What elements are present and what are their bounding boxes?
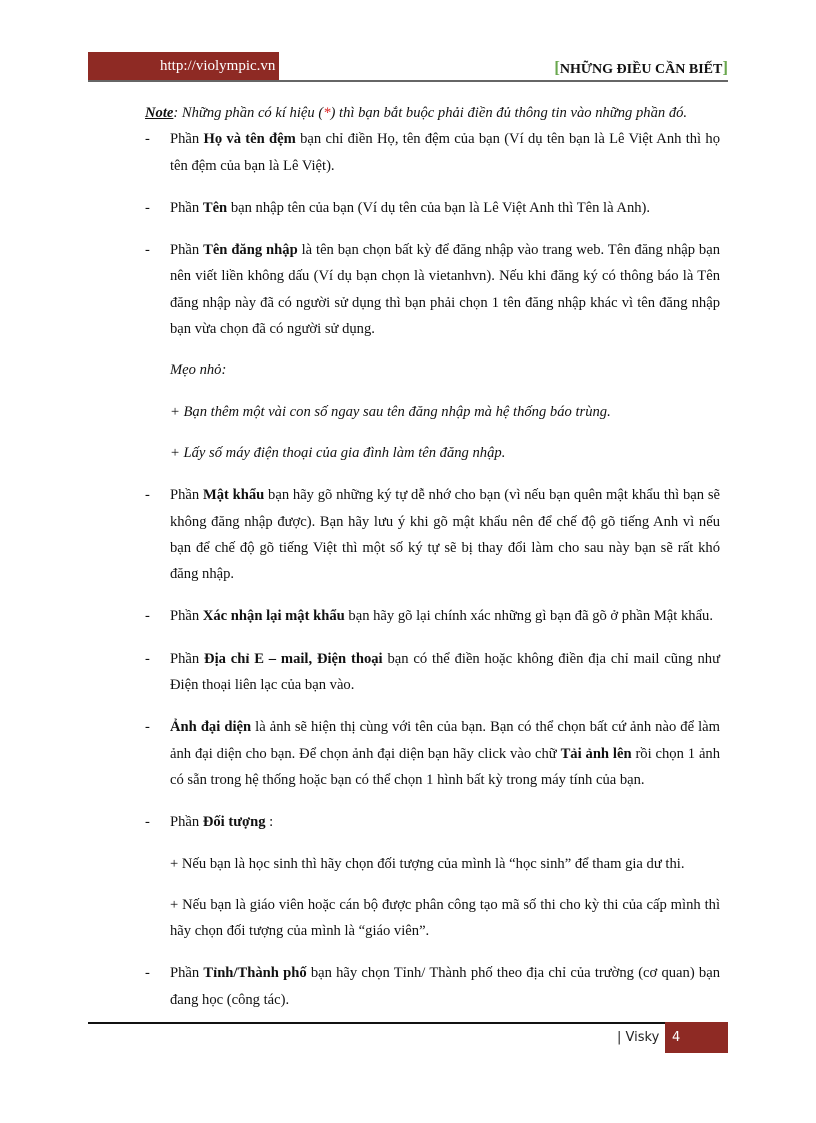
list-item: - Ảnh đại diện là ảnh sẽ hiện thị cùng với tên của bạn. Bạn có thể chọn bất cứ ảnh nào để làm ảnh đại diện cho bạn. Để chọn ảnh đại diện bạn hãy click vào chữ Tải ảnh lên rồi chọn 1 ảnh có sẵn trong hệ thống hoặc bạn có thể chọn 1 hình bất kỳ trong máy tính của bạn. [145,719,721,788]
list-item: - Phần Mật khẩu bạn hãy gõ những ký tự dễ nhớ cho bạn (vì nếu bạn quên mật khẩu thì bạn sẽ không đăng nhập được). Bạn hãy lưu ý khi gõ mật khẩu nên để chế độ gõ tiếng Anh vì nếu bạn để chế độ gõ tiếng Việt thì một số ký tự sẽ bị thay đổi làm cho sau này bạn sẽ rất khó đăng nhập. [145,487,720,583]
tip-item: + Lấy số máy điện thoại của gia đình làm tên đăng nhập. [170,444,506,461]
list-item: - Phần Tên bạn nhập tên của bạn (Ví dụ tên của bạn là Lê Việt Anh thì Tên là Anh). [145,199,651,216]
header-url: http://violympic.vn [160,58,276,74]
footer-divider [88,1022,665,1024]
page-number: 4 [672,1030,681,1045]
list-item: - Phần Họ và tên đệm bạn chỉ điền Họ, tên đệm của bạn (Ví dụ tên bạn là Lê Việt Anh thì họ tên đệm của bạn là Lê Việt). [145,131,720,174]
list-item: - Phần Tên đăng nhập là tên bạn chọn bất kỳ để đăng nhập vào trang web. Tên đăng nhập bạn nên viết liền không dấu (Ví dụ bạn chọn là vietanhvn). Nếu khi đăng ký có thông báo là Tên đăng nhập này đã có người sử dụng thì bạn phải chọn 1 tên đăng nhập khác vì tên đăng nhập bạn vừa chọn đã có người sử dụng. [145,242,720,338]
page-number-box [665,1022,728,1053]
sub-item: + Nếu bạn là học sinh thì hãy chọn đối tượng của mình là “học sinh” để tham gia dư thi. [170,855,685,872]
list-item: - Phần Tỉnh/Thành phố bạn hãy chọn Tỉnh/ Thành phố theo địa chỉ của trường (cơ quan) bạn đang học (công tác). [145,965,720,1008]
header-url-box [88,52,279,80]
list-item: - Phần Địa chỉ E – mail, Điện thoại bạn có thể điền hoặc không điền địa chỉ mail cũng như Điện thoại liên lạc của bạn vào. [145,650,720,694]
list-item: - Phần Đối tượng : [145,814,274,831]
footer-author: | Visky [617,1030,660,1045]
sub-item: + Nếu bạn là giáo viên hoặc cán bộ được phân công tạo mã số thi cho kỳ thi của cấp mình thì hãy chọn đối tượng của mình là “giáo viên”. [170,896,720,940]
list-item: - Phần Xác nhận lại mật khẩu bạn hãy gõ lại chính xác những gì bạn đã gõ ở phần Mật khẩu. [145,608,713,625]
tips-title: Mẹo nhỏ: [170,362,227,379]
document-body [145,100,720,1013]
tip-item: + Bạn thêm một vài con số ngay sau tên đăng nhập mà hệ thống báo trùng. [170,403,611,420]
note: Note: Những phần có kí hiệu (*) thì bạn bắt buộc phải điền đủ thông tin vào những phần đó. [145,105,688,121]
header-title: [NHỮNG ĐIỀU CẦN BIẾT] [554,58,728,77]
header-divider [88,80,728,82]
